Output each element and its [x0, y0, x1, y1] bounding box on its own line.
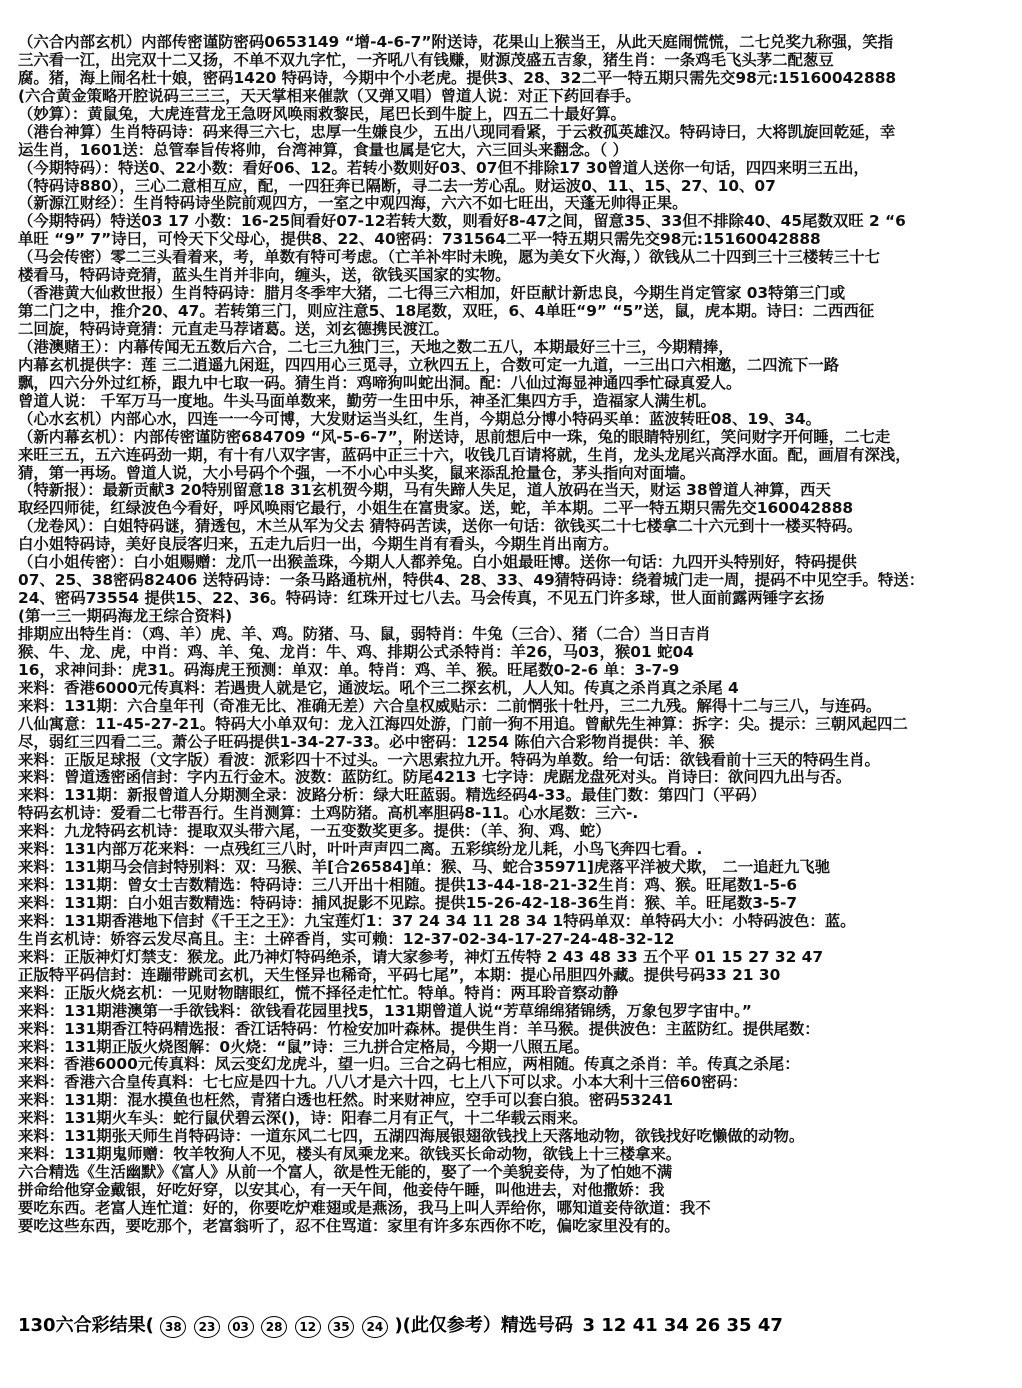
text-line: 来料：131期香江特码精选报：香江话特码：竹检安加叶森林。提供生肖：羊马猴。提供波色：主蓝防红。提供尾数： [18, 1020, 820, 1038]
result-ball: 12 [295, 1316, 321, 1338]
text-line: （特新报）：最新贡献3 20特别留意18 31玄机贺今期，马有失蹄人失足，道人放码在当天，财运 38曾道人神算，西天 [18, 482, 831, 500]
text-line: 来料：正版火烧玄机：一见财物瞎眼红，慌不择径走忙忙。特单。特肖：两耳聆音察动静 [18, 984, 619, 1002]
text-line: 拼命给他穿金戴银，好吃好穿，以安其心，有一天午间，他妾侍午睡，叫他进去，对他撒娇：我 [18, 1182, 665, 1199]
text-line: 07、25、38密码82406 送特码诗：一条马路通杭州，特供4、28、33、49猜特码诗：绕着城门走一周，提码不中见空手。特送： [18, 572, 925, 590]
result-ball: 03 [228, 1316, 254, 1338]
text-line: 楼看马，特码诗竞猜，蓝头生肖并非向，缠头，送，欲钱买国家的实物。 [18, 267, 511, 285]
text-line: 来料：131期鬼师赠：牧羊牧狗人不见，楼头有凤乘龙来。欲钱买长命动物，欲钱上十三楼拿来。 [18, 1146, 682, 1164]
result-ball: 24 [362, 1316, 388, 1338]
text-line: 24、密码73554 提供15、22、36。特码诗：红珠开过七八去。马会传真，不见五门许多球，世人面前露两锤字玄扬 [18, 590, 825, 608]
text-line: 来料：131期火车头：蛇行鼠伏碧云深()，诗：阳春二月有正气，十二华载云雨来。 [18, 1110, 588, 1128]
text-line: 来料：香港六合皇传真料：七七应是四十九。八八才是六十四，七上八下可以求。小本大利十三倍60密码： [18, 1074, 748, 1092]
text-line: 尽，弱红三四看二三。萧公子旺码提供1-34-27-33。必中密码：1254 陈伯六合彩物肖提供：羊、猴 [18, 733, 715, 751]
text-line: 第二门之中，推介20、47。若转第三门，则应注意5、18尾数，双旺，6、4单旺“9” “5”送，鼠，虎本期。诗曰：二西西征 [18, 303, 875, 321]
result-label: 130六合彩结果( [18, 1315, 154, 1336]
text-line: 要吃这些东西，要吃那个，老富翁听了，忍不住骂道：家里有许多东西你不吃，偏吃家里没有的。 [18, 1217, 680, 1235]
text-line: (第一三一期码海龙王综合资料) [18, 608, 233, 625]
text-line: 来料：131期张天师生肖特码诗：一道东风二七四，五湖四海展银翅欲钱找上天落地动物，欲钱找好吃懒做的动物。 [18, 1128, 805, 1146]
text-line: 来料：131期香港地下信封《千王之王》：九宝莲灯1：37 24 34 11 28 34 1特码单双：单特码大小：小特码波色：蓝。 [18, 912, 856, 930]
text-line: （今期特码）特送03 17 小数：16-25间看好07-12若转大数，则看好8-47之间，留意35、33但不排除40、45尾数双旺 2 “6 [18, 213, 906, 231]
text-line: （白小姐传密）：白小姐赐赠：龙爪一出猴盖珠，今期人人都养兔。白小姐最旺博。送你一句话：九四开头特别好，特码提供 [18, 554, 857, 572]
text-line: （特码诗880），三心二意相互应，配，一四狂奔已隔断，寻二去一芳心乱。财运波0、11、15、27、10、07 [18, 177, 776, 195]
text-line: 白小姐特码诗，美好良辰客归来，五走九后归一出，今期生肖有看头，今期生肖出南方。 [18, 536, 619, 554]
text-line: 来旺三五，五六连码劲一期，有十有八双字害，蓝码中正三十六，收钱几百请将就，生肖，龙头龙尾兴高浮水面。配，画眉有深浅， [18, 446, 911, 464]
text-line: 来料：香港6000元传真料：若遇贵人就是它，通波坛。吼个三二探玄机，人人知。传真之杀肖真之杀尾 4 [18, 679, 739, 697]
result-line [18, 1311, 1008, 1337]
text-line: 来料：正版足球报（文字版）看波：派彩四十不过头。一六思索拉九开。特码为单数。给一句话：欲钱看前十三天的特码生肖。 [18, 751, 880, 769]
text-line: （港台神算）生肖特码诗：码来得三六七，忠厚一生嫌良少，五出八现同看紧，于云救孤英雄汉。特码诗曰，大将凯旋回乾延，幸 [18, 123, 896, 141]
text-line: （香港黄大仙救世报）生肖特码诗：腊月冬季牢大猪，二七得三六相加，奸臣献计新忠良，今期生肖定管家 03特第三门或 [18, 285, 846, 303]
text-line: （龙卷风）：白姐特码谜，猜透包，木兰从军为父去 猜特码苦读，送你一句话：欲钱买二十七楼拿二十六元到十一楼买特码。 [18, 518, 863, 536]
text-line: （新源江财经）：生肖特码诗坐院前观四方，一室之中观四海，六六不如七旺出，天蓬无帅得正果。 [18, 195, 688, 213]
text-line: 来料：131期：曾女士吉数精选：特码诗：三八开出十相随。提供13-44-18-21-32生肖：鸡、猴。旺尾数1-5-6 [18, 877, 798, 895]
result-ball: 38 [160, 1316, 186, 1338]
text-line: （今期特码）：特送0、22小数：看好06、12。若转小数则好03、07但不排除17 30曾道人送你一句话，四四来明三五出， [18, 159, 869, 177]
text-line: 三六看一江，出完双十二又扬，不单不双九字忙，一齐吼八有钱赚，财源茂盛五吉象，猪生肖：一条鸡毛飞头茅二配葱豆 [18, 51, 834, 69]
text-line: 来料：131期：白小姐吉数精选：特码诗：捕风捉影不见踪。提供15-26-42-18-36生肖：猴、羊。旺尾数3-5-7 [18, 895, 798, 912]
text-line: 要吃东西。老富人连忙道：好的，你要吃炉难翅或是燕汤，我马上叫人弄给你，哪知道妾侍欲道：我不 [18, 1199, 711, 1217]
text-line: 排期应出特生肖：（鸡、羊）虎、羊、鸡。防猪、马、鼠，弱特肖：牛兔（三合）、猪（二合）当日吉肖 [18, 625, 711, 643]
text-line: 来料：131内部万花来料：一点残红三八时，叶叶声声四二离。五彩缤纷龙儿耗，小鸟飞奔四七看。. [18, 841, 703, 859]
text-line: 来料：131期：混水摸鱼也枉然，青猪白透也枉然。时来财神应，空手可以套白狼。密码53241 [18, 1092, 674, 1110]
text-line: 二回旋，特码诗竟猜：元直走马荐诸葛。送，刘玄德携民渡江。 [18, 321, 449, 338]
text-line: 单旺 “9” 7”诗曰，可怜天下父母心，提供8、22、40密码：731564二平一特五期只需先交98元:15160042888 [18, 231, 821, 249]
result-tail: )(此仅参考）精选号码 [394, 1315, 573, 1336]
text-line: 运生肖，1601送：总管奉旨传将帅，台湾神算，食量也属是它大，六三回头来翻念。（ ） [18, 141, 628, 159]
text-line: 来料：131期：新报曾道人分期测全录：波路分析：绿大旺蓝弱。精选经码4-33。最佳门数：第四门（平码） [18, 787, 766, 805]
text-line: 来料：131期：六合皇年刊（奇准无比、准确无差）六合皇权威贴示：二前惘张十牡丹，三二九残。解得十二与三八，与连码。 [18, 697, 882, 715]
text-line: 取经四师徒，红绿波色今看好，呼风唤雨它最行，小姐生在富贵家。送，蛇，羊本期。二平一特五期只需先交160042888 [18, 500, 854, 518]
text-line: 来料：131期正版火烧图解：0火烧：“鼠”诗：三九拼合定格局，今期一八照五尾。 [18, 1038, 589, 1056]
text-line: 来料：正版神灯灯禁支：猴龙。此乃神灯特码绝杀，请大家参考，神灯五传特 2 43 48 33 五个平 01 15 27 32 47 [18, 948, 824, 966]
result-ball: 35 [328, 1316, 354, 1338]
result-balls [159, 1316, 394, 1335]
text-line: 生肖玄机诗：娇容云发尽高且。主：土碎香肖，实可赖：12-37-02-34-17-27-24-48-32-12 [18, 930, 675, 948]
result-ball: 28 [261, 1316, 287, 1338]
text-line: 来料：九龙特码玄机诗：提取双头带六尾，一五变数奖更多。提供：（羊、狗、鸡、蛇） [18, 823, 611, 841]
text-line: 六合精选《生活幽默》《富人》从前一个富人，欲是性无能的，娶了一个美貌妾侍，为了怕她不满 [18, 1164, 673, 1182]
text-line: （心水玄机）内部心水，四连一一今可博，大发财运当头红，生肖，今期总分博小特码买单：蓝波转旺08、19、34。 [18, 410, 822, 428]
text-line: （妙算）：黄鼠兔，大虎连营龙王急呀风唤雨救黎民，尾巴长到牛腚上，四五二十最好算。 [18, 105, 626, 123]
text-line: 来料：香港6000元传真料：凤云变幻龙虎斗，望一归。三合之码七相应，两相随。传真之杀肖：羊。传真之杀尾： [18, 1056, 800, 1074]
text-line: 来料：曾道透密函信封：字内五行金木。波数：蓝防红。防尾4213 七字诗：虎踞龙盘死对头。肖诗曰：欲问四九出与否。 [18, 769, 852, 787]
text-line: 飘，四六分外过红桥，跟九中七取一码。猜生肖：鸡啼狗叫蛇出洞。配：八仙过海显神通四季忙碌真爱人。 [18, 374, 742, 392]
featured-picks: 3 12 41 34 26 35 47 [582, 1315, 783, 1336]
text-line: （港澳赌王）：内幕传闻无五数后六合，二七三九独门三，天地之数二五八，本期最好三十三，今期精捧， [18, 338, 734, 356]
text-line: 猴、牛、龙、虎，中肖：鸡、羊、兔、龙肖：牛、鸡、排期公式杀特肖：羊26，马03，猴01 蛇04 [18, 643, 694, 661]
text-line: （马会传密）零二三头看着来，考，单数有特可考虑。（亡羊补牢时未晚，愿为美女下火海，）欲钱从二十四到三十三楼转三十七 [18, 249, 880, 267]
text-line: (六合黄金策略开腔说码三三三，天天掌相来催款（又弹又唱）曾道人说：对正下药回春手。 [18, 87, 641, 105]
text-line: （六合内部玄机）内部传密谨防密码0653149 “增-4-6-7”附送诗，花果山上猴当王，从此天庭闹慌慌，二七兑奖九称强，笑指 [18, 34, 894, 51]
text-line: 来料：131期港澳第一手欲钱料：欲钱看花园里找5，131期曾道人说“芳草绵绵猪锦绣，万象包罗字宙中。” [18, 1002, 752, 1020]
tips-text-block [18, 34, 1008, 1236]
text-line: （新内幕玄机）：内部传密谨防密684709 “风-5-6-7”，附送诗，思前想后中一珠，兔的眼睛特别红，笑问财字开何睡，二七走 [18, 428, 891, 446]
text-line: 正版特平码信封：连蹦带跳司玄机，天生怪异也稀奇，平码七尾”，本期：提心吊胆四外藏。提供号码33 21 30 [18, 966, 781, 984]
text-line: 16，求神问卦：虎31。码海虎王预测：单双：单。特肖：鸡、羊、猴。旺尾数0-2-6 单：3-7-9 [18, 661, 680, 679]
text-line: 特码玄机诗：爱看二七带吾行。生肖测算：土鸡防猪。高机率胆码8-11。心水尾数：三六-. [18, 805, 639, 823]
text-line: 腐。猪，海上闹名杜十娘，密码1420 特码诗，今期中个小老虎。提供3、28、32二平一特五期只需先交98元:15160042888 [18, 69, 897, 87]
text-line: 曾道人说： 千军万马一度地。牛头马面单数来，勤劳一生田中乐，神圣汇集四方手，造福家人满生机。 [18, 392, 716, 410]
text-line: 猜，第一再场。曾道人说，大小号码个个强，一不小心中头奖，鼠来添乱抢量仓，茅头指向对面墙。 [18, 464, 696, 482]
text-line: 内幕玄机提供字：莲 三二逍遥九闲逛，四四用心三觅寻，立秋四五上，合数可定一九道，一三出口六相邀，二四流下一路 [18, 356, 840, 374]
text-line: 八仙寓意：11-45-27-21。特码大小单双句：龙入江海四处游，门前一狗不用追。曾献先生神算：拆字：尖。提示：三朝风起四二 [18, 715, 908, 733]
text-line: 来料：131期马会信封特别料：双：马猴、羊[合26584]单：猴、马、蛇合35971]虎落平洋被犬欺， 二一追赶九飞驰 [18, 859, 831, 877]
result-ball: 23 [194, 1316, 220, 1338]
